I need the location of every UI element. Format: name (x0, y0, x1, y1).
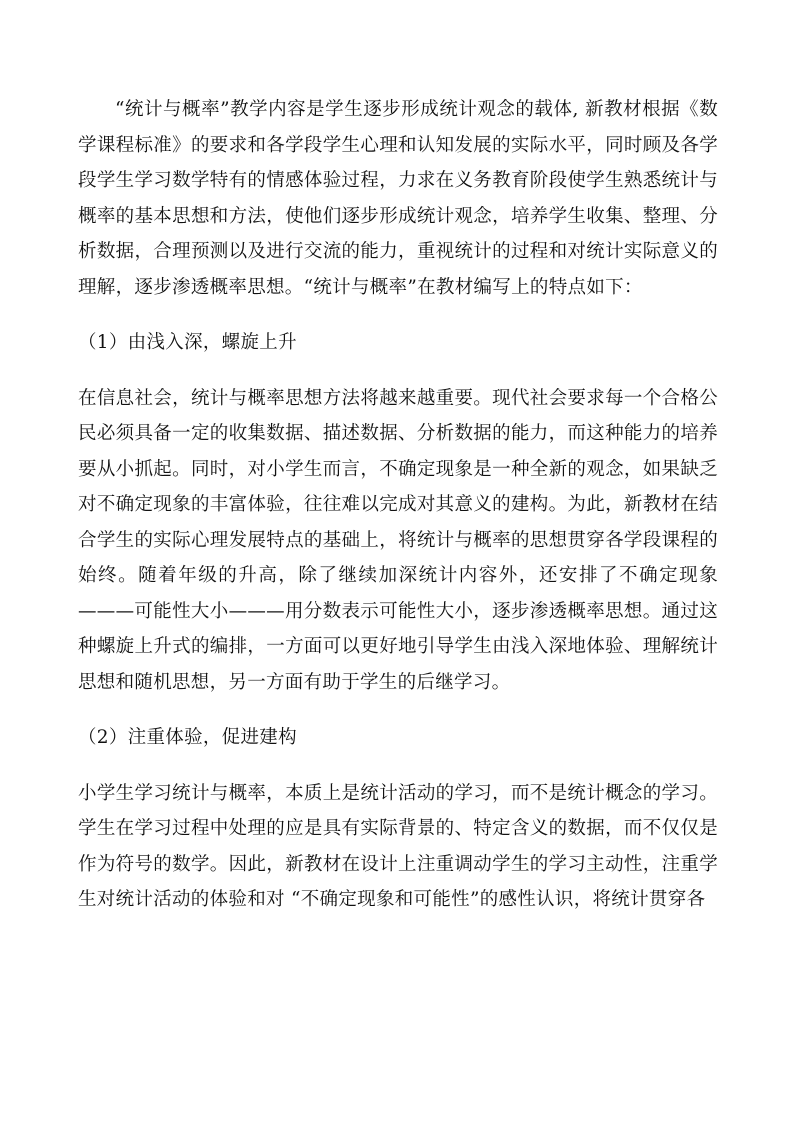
document-page (78, 92, 718, 918)
section-2-paragraph: 小学生学习统计与概率，本质上是统计活动的学习，而不是统计概念的学习。学生在学习过程中处理的应是具有实际背景的、特定含义的数据，而不仅仅是作为符号的数学。因此，新教材在设计上注重调动学生的学习主动性，注重学生对统计活动的体验和对 “不确定现象和可能性”的感性认识，将统计贯穿各 (78, 782, 718, 910)
section-heading-1: （1）由浅入深，螺旋上升 (78, 332, 297, 353)
spacer (78, 361, 718, 381)
intro-paragraph: “统计与概率”教学内容是学生逐步形成统计观念的载体, 新教材根据《数学课程标准》的要求和各学段学生心理和认知发展的实际水平，同时顾及各学段学生学习数学特有的情感体验过程，力求在义务教育阶段使学生熟悉统计与概率的基本思想和方法，使他们逐步形成统计观念，培养学生收集、整理、分析数据，合理预测以及进行交流的能力，重视统计的过程和对统计实际意义的理解，逐步渗透概率思想。“统计与概率”在教材编写上的特点如下： (78, 99, 718, 298)
spacer (78, 700, 718, 720)
spacer (78, 756, 718, 776)
spacer (78, 305, 718, 325)
section-1-paragraph: 在信息社会，统计与概率思想方法将越来越重要。现代社会要求每一个合格公民必须具备一定的收集数据、描述数据、分析数据的能力，而这种能力的培养要从小抓起。同时，对小学生而言，不确定现象是一种全新的观念，如果缺乏对不确定现象的丰富体验，往往难以完成对其意义的建构。为此，新教材在结合学生的实际心理发展特点的基础上，将统计与概率的思想贯穿各学段课程的始终。随着年级的升高，除了继续加深统计内容外，还安排了不确定现象———可能性大小———用分数表示可能性大小，逐步渗透概率思想。通过这种螺旋上升式的编排，一方面可以更好地引导学生由浅入深地体验、理解统计思想和随机思想，另一方面有助于学生的后继学习。 (78, 387, 718, 693)
section-heading-2: （2）注重体验，促进建构 (78, 727, 297, 748)
